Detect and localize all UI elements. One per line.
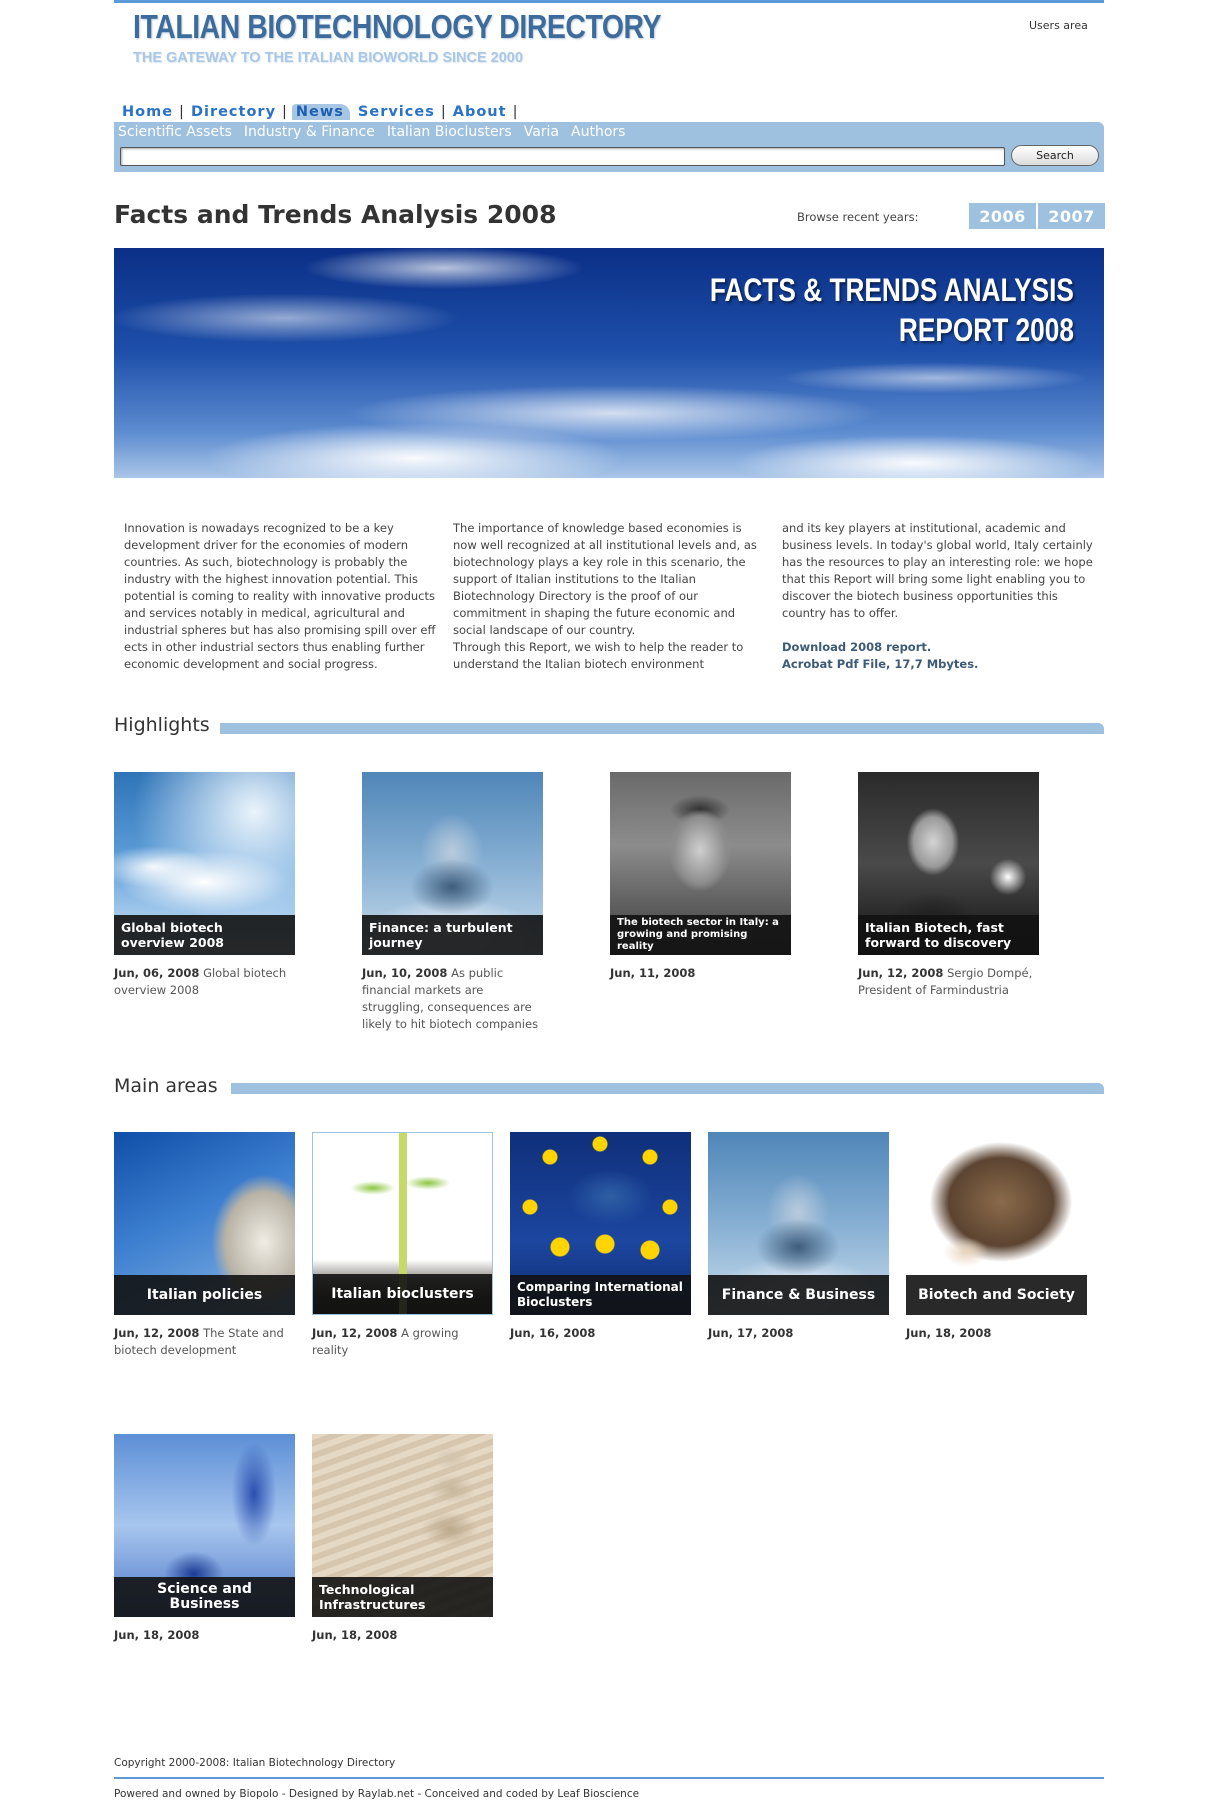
top-rule bbox=[114, 0, 1104, 3]
area-date: Jun, 12, 2008 bbox=[312, 1326, 398, 1340]
hero-title-line1: FACTS & TRENDS ANALYSIS bbox=[709, 272, 1074, 308]
page-title: Facts and Trends Analysis 2008 bbox=[114, 200, 557, 229]
highlight-caption[interactable]: Finance: a turbulent journey bbox=[362, 915, 543, 955]
area-meta bbox=[906, 1325, 1087, 1342]
highlight-card[interactable] bbox=[610, 772, 791, 982]
area-meta bbox=[510, 1325, 691, 1342]
year-tab-2006[interactable]: 2006 bbox=[969, 203, 1036, 229]
subnav-italian-bioclusters[interactable]: Italian Bioclusters bbox=[386, 124, 512, 140]
area-description: The State and biotech development bbox=[114, 1326, 284, 1357]
nav-news[interactable]: News bbox=[292, 104, 350, 120]
clouds-photo[interactable] bbox=[114, 772, 295, 955]
area-caption[interactable]: Technological Infrastructures bbox=[312, 1577, 493, 1617]
highlight-caption[interactable]: Global biotech overview 2008 bbox=[114, 915, 295, 955]
hero-title-line2: REPORT 2008 bbox=[898, 312, 1074, 348]
highlights-heading: Highlights bbox=[114, 714, 210, 736]
users-area-link[interactable]: Users area bbox=[1029, 19, 1088, 32]
area-meta bbox=[708, 1325, 889, 1342]
main-areas-heading: Main areas bbox=[114, 1075, 218, 1097]
nav-about[interactable]: About bbox=[452, 104, 507, 120]
highlight-card[interactable] bbox=[114, 772, 295, 999]
footer-copyright: Copyright 2000-2008: Italian Biotechnology Directory bbox=[114, 1757, 396, 1769]
area-card[interactable] bbox=[312, 1434, 493, 1644]
main-nav bbox=[120, 102, 522, 122]
highlight-date: Jun, 12, 2008 bbox=[858, 966, 944, 980]
highlight-caption[interactable]: The biotech sector in Italy: a growing and promising reality bbox=[610, 915, 791, 955]
area-card[interactable] bbox=[312, 1132, 493, 1359]
highlight-date: Jun, 10, 2008 bbox=[362, 966, 448, 980]
highlight-card[interactable] bbox=[858, 772, 1039, 999]
year-tabs bbox=[969, 203, 1107, 229]
area-caption[interactable]: Comparing International Bioclusters bbox=[510, 1275, 691, 1315]
portrait-photo[interactable] bbox=[610, 772, 791, 955]
subnav-varia[interactable]: Varia bbox=[523, 124, 559, 140]
area-caption[interactable]: Science and Business bbox=[114, 1577, 295, 1617]
area-description: A growing reality bbox=[312, 1326, 459, 1357]
portrait-photo[interactable] bbox=[858, 772, 1039, 955]
area-date: Jun, 12, 2008 bbox=[114, 1326, 200, 1340]
nav-separator: | bbox=[440, 104, 447, 120]
area-card[interactable] bbox=[708, 1132, 889, 1342]
search-input[interactable] bbox=[120, 147, 1005, 166]
highlight-meta bbox=[362, 965, 543, 1033]
area-date: Jun, 17, 2008 bbox=[708, 1326, 794, 1340]
intro-column-2 bbox=[453, 520, 768, 673]
year-tab-2007[interactable]: 2007 bbox=[1038, 203, 1105, 229]
area-caption[interactable]: Italian bioclusters bbox=[313, 1274, 492, 1314]
area-meta bbox=[312, 1627, 493, 1644]
intro-paragraph: Through this Report, we wish to help the reader to understand the Italian biotech environment bbox=[453, 640, 744, 671]
site-tagline: THE GATEWAY TO THE ITALIAN BIOWORLD SINCE 2000 bbox=[133, 50, 523, 66]
nav-services[interactable]: Services bbox=[357, 104, 435, 120]
highlight-description: Sergio Dompé, President of Farmindustria bbox=[858, 966, 1033, 997]
hedgehog-photo[interactable] bbox=[906, 1132, 1087, 1315]
intro-paragraph: The importance of knowledge based economies is now well recognized at all institutional levels and, as biotechnology plays a key role in this scenario, the support of Italian institutions to the Italian Biotechnology Directory is the proof of our commitment in shaping the future economic and social landscape of our country. bbox=[453, 521, 757, 637]
nav-directory[interactable]: Directory bbox=[190, 104, 277, 120]
zen-stones-photo[interactable] bbox=[312, 1434, 493, 1617]
hero-banner bbox=[114, 248, 1104, 478]
highlight-meta bbox=[858, 965, 1039, 999]
intro-column-3 bbox=[782, 520, 1097, 673]
area-meta bbox=[114, 1325, 295, 1359]
highlight-card[interactable] bbox=[362, 772, 543, 1033]
area-card[interactable] bbox=[114, 1434, 295, 1644]
highlight-description: As public financial markets are struggling, consequences are likely to hit biotech companies bbox=[362, 966, 539, 1031]
highlight-meta bbox=[610, 965, 791, 982]
nav-separator: | bbox=[179, 104, 185, 120]
hero-title bbox=[710, 270, 1074, 350]
footer-rule bbox=[114, 1777, 1104, 1779]
footer-credits: Powered and owned by Biopolo - Designed by Raylab.net - Conceived and coded by Leaf Bioscience bbox=[114, 1788, 640, 1800]
highlight-caption[interactable]: Italian Biotech, fast forward to discovery bbox=[858, 915, 1039, 955]
area-meta bbox=[114, 1627, 295, 1644]
spacer bbox=[782, 622, 1097, 639]
area-date: Jun, 18, 2008 bbox=[114, 1628, 200, 1642]
area-caption[interactable]: Italian policies bbox=[114, 1275, 295, 1315]
nav-home[interactable]: Home bbox=[122, 104, 174, 120]
download-file-info: Acrobat Pdf File, 17,7 Mbytes. bbox=[782, 657, 979, 671]
highlight-date: Jun, 06, 2008 bbox=[114, 966, 200, 980]
intro-paragraph: and its key players at institutional, academic and business levels. In today's global world, Italy certainly has the resources to play an interesting role: we hope that this Report will bring some light enabling you to discover the biotech business opportunities this country has to offer. bbox=[782, 521, 1093, 620]
area-date: Jun, 18, 2008 bbox=[312, 1628, 398, 1642]
browse-years-label: Browse recent years: bbox=[797, 210, 919, 224]
main-areas-bar bbox=[231, 1083, 1104, 1094]
area-card[interactable] bbox=[906, 1132, 1087, 1342]
nav-separator: | bbox=[282, 104, 288, 120]
nav-separator: | bbox=[512, 104, 519, 120]
area-card[interactable] bbox=[510, 1132, 691, 1342]
palace-photo[interactable] bbox=[114, 1132, 295, 1315]
intro-column-1: Innovation is nowadays recognized to be a key development driver for the economies of modern countries. As such, biotechnology is probably the industry with the highest innovation potential. This potential is coming to reality with innovative products and services notably in medical, agricultural and industrial spheres but has also promising spill over eff ects in other industrial sectors thus enabling further economic development and social progress. bbox=[124, 521, 436, 671]
sub-nav bbox=[118, 124, 637, 140]
highlights-bar bbox=[220, 723, 1104, 734]
area-caption[interactable]: Biotech and Society bbox=[906, 1275, 1087, 1315]
highlight-meta bbox=[114, 965, 295, 999]
subnav-authors[interactable]: Authors bbox=[571, 124, 626, 140]
area-meta bbox=[312, 1325, 493, 1359]
site-title[interactable]: ITALIAN BIOTECHNOLOGY DIRECTORY bbox=[133, 8, 662, 45]
subnav-scientific-assets[interactable]: Scientific Assets bbox=[118, 124, 232, 140]
boat-photo[interactable] bbox=[362, 772, 543, 955]
download-report-link[interactable]: Download 2008 report. bbox=[782, 640, 932, 654]
area-caption[interactable]: Finance & Business bbox=[708, 1275, 889, 1315]
lab-glass-photo[interactable] bbox=[114, 1434, 295, 1617]
sprout-photo[interactable] bbox=[312, 1132, 493, 1315]
boat-photo[interactable] bbox=[708, 1132, 889, 1315]
subnav-industry-finance[interactable]: Industry & Finance bbox=[243, 124, 375, 140]
area-date: Jun, 18, 2008 bbox=[906, 1326, 992, 1340]
highlight-date: Jun, 11, 2008 bbox=[610, 966, 696, 980]
area-card[interactable] bbox=[114, 1132, 295, 1359]
highlight-description: Global biotech overview 2008 bbox=[114, 966, 287, 997]
search-button[interactable]: Search bbox=[1011, 145, 1099, 166]
area-date: Jun, 16, 2008 bbox=[510, 1326, 596, 1340]
eu-flag-photo[interactable] bbox=[510, 1132, 691, 1315]
